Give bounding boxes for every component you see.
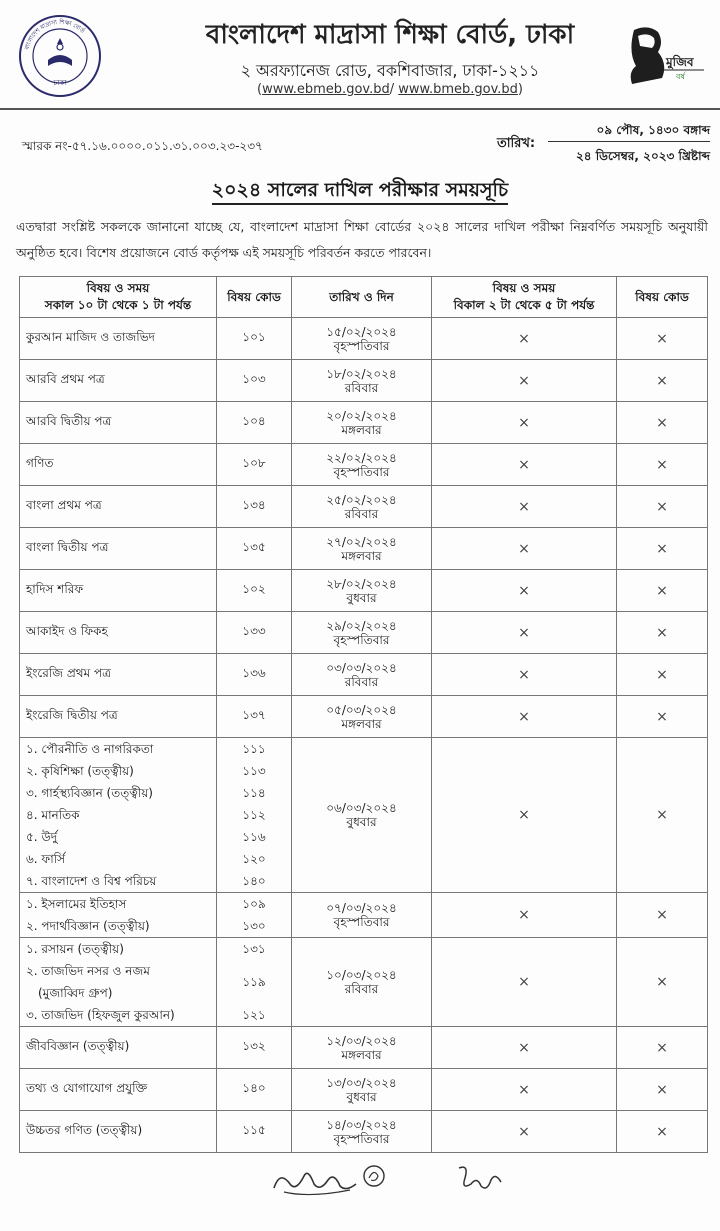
exam-date: ১২/০৩/২০২৪ bbox=[326, 1033, 397, 1048]
afternoon-code-cell: × bbox=[617, 893, 708, 938]
afternoon-subject-cell: × bbox=[432, 318, 617, 360]
afternoon-subject-cell: × bbox=[432, 486, 617, 528]
afternoon-code-cell: × bbox=[617, 360, 708, 402]
code-cell: ১০৮ bbox=[217, 444, 292, 486]
code-cell: ১৩৬ bbox=[217, 654, 292, 696]
afternoon-subject-cell: × bbox=[432, 612, 617, 654]
group-subject: ২. পদার্থবিজ্ঞান (তত্ত্বীয়) bbox=[26, 919, 150, 933]
afternoon-code-cell: × bbox=[617, 612, 708, 654]
afternoon-subject-cell: × bbox=[432, 1111, 617, 1153]
header-code: বিষয় কোড bbox=[217, 277, 292, 318]
exam-day: রবিবার bbox=[344, 674, 379, 689]
table-header-row bbox=[20, 277, 708, 318]
board-address: ২ অরফ্যানেজ রোড, বকশিবাজার, ঢাকা-১২১১ bbox=[240, 61, 540, 80]
group-subject: ৩. গার্হস্থ্যবিজ্ঞান (তত্ত্বীয়) bbox=[26, 786, 153, 800]
subject-cell: তথ্য ও যোগাযোগ প্রযুক্তি bbox=[20, 1069, 217, 1111]
exam-date: ১৩/০৩/২০২৪ bbox=[326, 1075, 397, 1090]
exam-day: মঙ্গলবার bbox=[341, 548, 382, 563]
header-afternoon-title: বিষয় ও সময় bbox=[492, 281, 556, 295]
group-subject: ৩. তাজভিদ (হিফজুল কুরআন) bbox=[26, 1008, 175, 1022]
board-websites: (www.ebmeb.gov.bd/ www.bmeb.gov.bd) bbox=[256, 82, 523, 97]
exam-day: বৃহস্পতিবার bbox=[333, 632, 390, 647]
signature-initial-2 bbox=[360, 1162, 388, 1190]
group-subject: ২. কৃষিশিক্ষা (তত্ত্বীয়) bbox=[26, 764, 134, 778]
exam-day: বৃহস্পতিবার bbox=[333, 338, 390, 353]
board-name: বাংলাদেশ মাদ্রাসা শিক্ষা বোর্ড, ঢাকা bbox=[205, 20, 575, 50]
exam-date: ১০/০৩/২০২৪ bbox=[326, 968, 397, 982]
header-date: তারিখ ও দিন bbox=[292, 277, 432, 318]
table-row bbox=[20, 1111, 708, 1153]
date-cell bbox=[292, 1111, 432, 1153]
subject-cell: কুরআন মাজিদ ও তাজভিদ bbox=[20, 318, 217, 360]
subject-group-cell bbox=[20, 893, 217, 938]
group-subject: ৬. ফার্সি bbox=[26, 852, 66, 866]
date-cell bbox=[292, 654, 432, 696]
exam-day: বুধবার bbox=[346, 590, 377, 605]
date-cell bbox=[292, 402, 432, 444]
date-cell bbox=[292, 486, 432, 528]
exam-day: রবিবার bbox=[344, 380, 379, 395]
afternoon-code-cell: × bbox=[617, 570, 708, 612]
code-cell: ১০১ bbox=[217, 318, 292, 360]
date-cell bbox=[292, 1069, 432, 1111]
code-group-cell bbox=[217, 738, 292, 893]
signature-3 bbox=[455, 1162, 505, 1196]
group-code: ১১১ bbox=[242, 742, 266, 756]
exam-date: ০৫/০৩/২০২৪ bbox=[326, 702, 397, 717]
table-row bbox=[20, 570, 708, 612]
subject-cell: জীববিজ্ঞান (তত্ত্বীয়) bbox=[20, 1027, 217, 1069]
logo-subtext: বর্ষ bbox=[676, 72, 685, 81]
seal-city: ঢাকা bbox=[53, 79, 67, 87]
exam-day: মঙ্গলবার bbox=[341, 422, 382, 437]
group-code: ১১২ bbox=[242, 808, 266, 822]
afternoon-code-cell: × bbox=[617, 1111, 708, 1153]
group-code: ১১৯ bbox=[242, 975, 266, 989]
afternoon-code-cell: × bbox=[617, 402, 708, 444]
table-row bbox=[20, 444, 708, 486]
date-cell bbox=[292, 570, 432, 612]
exam-date: ০৬/০৩/২০২৪ bbox=[326, 801, 397, 815]
group-subject: ২. তাজভিদ নসর ও নজম bbox=[26, 964, 150, 978]
website-link-1[interactable]: www.ebmeb.gov.bd bbox=[262, 82, 390, 97]
group-subject: ৪. মানতিক bbox=[26, 808, 80, 822]
group-subject: (মুজাব্বিদ গ্রুপ) bbox=[38, 986, 113, 1000]
exam-date: ২০/০২/২০২৪ bbox=[326, 408, 397, 423]
group-subject: ১. পৌরনীতি ও নাগরিকতা bbox=[26, 742, 154, 756]
exam-day: বৃহস্পতিবার bbox=[333, 915, 390, 929]
subject-group-cell bbox=[20, 938, 217, 1027]
table-row bbox=[20, 402, 708, 444]
date-cell bbox=[292, 738, 432, 893]
code-cell: ১৩৩ bbox=[217, 612, 292, 654]
header-subject-title: বিষয় ও সময় bbox=[86, 281, 150, 295]
group-subject: ১. রসায়ন (তত্ত্বীয়) bbox=[26, 942, 124, 956]
exam-day: মঙ্গলবার bbox=[341, 1047, 382, 1062]
subject-cell: ইংরেজি প্রথম পত্র bbox=[20, 654, 217, 696]
exam-date: ২৮/০২/২০২৪ bbox=[326, 576, 397, 591]
exam-date: ১৪/০৩/২০২৪ bbox=[326, 1117, 397, 1132]
afternoon-code-cell: × bbox=[617, 444, 708, 486]
table-row bbox=[20, 528, 708, 570]
exam-day: রবিবার bbox=[344, 506, 379, 521]
group-code: ১১৬ bbox=[242, 830, 266, 844]
table-row-group bbox=[20, 893, 708, 938]
afternoon-code-cell: × bbox=[617, 528, 708, 570]
code-cell: ১৩২ bbox=[217, 1027, 292, 1069]
table-body bbox=[20, 318, 708, 1153]
exam-schedule-table bbox=[19, 276, 708, 1153]
afternoon-subject-cell: × bbox=[432, 402, 617, 444]
date-english: ২৪ ডিসেম্বর, ২০২৩ খ্রিষ্টাব্দ bbox=[575, 149, 710, 163]
subject-cell: বাংলা দ্বিতীয় পত্র bbox=[20, 528, 217, 570]
date-cell bbox=[292, 893, 432, 938]
afternoon-subject-cell: × bbox=[432, 444, 617, 486]
code-cell: ১১৫ bbox=[217, 1111, 292, 1153]
code-cell: ১৪০ bbox=[217, 1069, 292, 1111]
subject-cell: ইংরেজি দ্বিতীয় পত্র bbox=[20, 696, 217, 738]
afternoon-subject-cell: × bbox=[432, 1069, 617, 1111]
group-code: ১১৩ bbox=[242, 764, 266, 778]
exam-day: মঙ্গলবার bbox=[341, 716, 382, 731]
subject-group-cell bbox=[20, 738, 217, 893]
logo-text: মুজিব bbox=[666, 55, 694, 69]
exam-date: ২৭/০২/২০২৪ bbox=[326, 534, 397, 549]
afternoon-subject-cell: × bbox=[432, 893, 617, 938]
header-morning-time: সকাল ১০ টা থেকে ১ টা পর্যন্ত bbox=[44, 298, 192, 312]
subject-cell: বাংলা প্রথম পত্র bbox=[20, 486, 217, 528]
group-code: ১২০ bbox=[242, 852, 266, 866]
header-subject-morning bbox=[20, 277, 217, 318]
exam-date: ১৫/০২/২০২৪ bbox=[326, 324, 397, 339]
subject-cell: গণিত bbox=[20, 444, 217, 486]
website-link-2[interactable]: www.bmeb.gov.bd bbox=[398, 82, 518, 97]
code-cell: ১৩৭ bbox=[217, 696, 292, 738]
signature-1 bbox=[270, 1162, 360, 1202]
afternoon-code-cell: × bbox=[617, 654, 708, 696]
afternoon-code-cell: × bbox=[617, 738, 708, 893]
afternoon-code-cell: × bbox=[617, 486, 708, 528]
afternoon-subject-cell: × bbox=[432, 938, 617, 1027]
date-cell bbox=[292, 318, 432, 360]
afternoon-subject-cell: × bbox=[432, 1027, 617, 1069]
afternoon-subject-cell: × bbox=[432, 738, 617, 893]
exam-day: বুধবার bbox=[346, 1089, 377, 1104]
table-row bbox=[20, 696, 708, 738]
exam-day: রবিবার bbox=[344, 982, 379, 996]
afternoon-subject-cell: × bbox=[432, 654, 617, 696]
afternoon-code-cell: × bbox=[617, 318, 708, 360]
date-cell bbox=[292, 528, 432, 570]
seal-text: বাংলাদেশ মাদ্রাসা শিক্ষা বোর্ড bbox=[23, 18, 86, 51]
group-subject: ৫. উর্দু bbox=[26, 830, 58, 844]
exam-date: ০৭/০৩/২০২৪ bbox=[326, 901, 397, 915]
group-code: ১৪০ bbox=[242, 874, 266, 888]
exam-date: ১৮/০২/২০২৪ bbox=[326, 366, 397, 381]
date-cell bbox=[292, 360, 432, 402]
code-cell: ১৩৪ bbox=[217, 486, 292, 528]
table-row bbox=[20, 486, 708, 528]
intro-paragraph: এতদ্বারা সংশ্লিষ্ট সকলকে জানানো যাচ্ছে যে, বাংলাদেশ মাদ্রাসা শিক্ষা বোর্ডের ২০২৪ সালের দাখিল পরীক্ষা নিম্নবর্ণিত সময়সূচি অনুযায়ী অনুষ্ঠিত হবে। বিশেষ প্রয়োজনে বোর্ড কর্তৃপক্ষ এই সময়সূচি পরিবর্তন করতে পারবেন। bbox=[16, 219, 708, 260]
date-label: তারিখ: bbox=[497, 136, 536, 151]
exam-date: ২২/০২/২০২৪ bbox=[326, 450, 397, 465]
subject-cell: উচ্চতর গণিত (তত্ত্বীয়) bbox=[20, 1111, 217, 1153]
date-cell bbox=[292, 938, 432, 1027]
header-divider bbox=[0, 108, 720, 110]
code-group-cell bbox=[217, 893, 292, 938]
afternoon-subject-cell: × bbox=[432, 360, 617, 402]
memo-number: স্মারক নং-৫৭.১৬.০০০০.০১১.৩১.০০৩.২৩-২৩৭ bbox=[22, 139, 263, 153]
subject-cell: আকাইদ ও ফিকহ bbox=[20, 612, 217, 654]
exam-date: ০৩/০৩/২০২৪ bbox=[326, 660, 397, 675]
table-row bbox=[20, 1027, 708, 1069]
subject-cell: আরবি প্রথম পত্র bbox=[20, 360, 217, 402]
table-row bbox=[20, 318, 708, 360]
group-code: ১২১ bbox=[242, 1008, 266, 1022]
table-row-group bbox=[20, 738, 708, 893]
code-cell: ১০২ bbox=[217, 570, 292, 612]
exam-date: ২৫/০২/২০২৪ bbox=[326, 492, 397, 507]
afternoon-subject-cell: × bbox=[432, 696, 617, 738]
table-row bbox=[20, 654, 708, 696]
date-cell bbox=[292, 444, 432, 486]
code-group-cell bbox=[217, 938, 292, 1027]
table-row bbox=[20, 1069, 708, 1111]
code-cell: ১৩৫ bbox=[217, 528, 292, 570]
group-code: ১০৯ bbox=[242, 897, 266, 911]
afternoon-subject-cell: × bbox=[432, 528, 617, 570]
date-cell bbox=[292, 696, 432, 738]
header-code-2: বিষয় কোড bbox=[617, 277, 708, 318]
board-seal-logo bbox=[18, 14, 102, 98]
exam-day: বৃহস্পতিবার bbox=[333, 1131, 390, 1146]
document-title-text: ২০২৪ সালের দাখিল পরীক্ষার সময়সূচি bbox=[212, 179, 508, 205]
afternoon-code-cell: × bbox=[617, 1027, 708, 1069]
afternoon-subject-cell: × bbox=[432, 570, 617, 612]
group-code: ১১৪ bbox=[242, 786, 266, 800]
code-cell: ১০৩ bbox=[217, 360, 292, 402]
afternoon-code-cell: × bbox=[617, 696, 708, 738]
exam-day: বৃহস্পতিবার bbox=[333, 464, 390, 479]
table-row bbox=[20, 612, 708, 654]
table-row-group bbox=[20, 938, 708, 1027]
header-afternoon-time: বিকাল ২ টা থেকে ৫ টা পর্যন্ত bbox=[453, 298, 595, 312]
document-title bbox=[0, 176, 720, 208]
group-subject: ৭. বাংলাদেশ ও বিশ্ব পরিচয় bbox=[26, 874, 157, 888]
date-bangla: ০৯ পৌষ, ১৪৩০ বঙ্গাব্দ bbox=[596, 123, 710, 137]
afternoon-code-cell: × bbox=[617, 938, 708, 1027]
exam-day: বুধবার bbox=[346, 815, 377, 829]
table-row bbox=[20, 360, 708, 402]
code-cell: ১০৪ bbox=[217, 402, 292, 444]
afternoon-code-cell: × bbox=[617, 1069, 708, 1111]
subject-cell: আরবি দ্বিতীয় পত্র bbox=[20, 402, 217, 444]
date-cell bbox=[292, 1027, 432, 1069]
exam-date: ২৯/০২/২০২৪ bbox=[326, 618, 397, 633]
header-subject-afternoon bbox=[432, 277, 617, 318]
group-subject: ১. ইসলামের ইতিহাস bbox=[26, 897, 127, 911]
date-divider bbox=[548, 141, 710, 142]
date-cell bbox=[292, 612, 432, 654]
mujib-borsho-logo bbox=[624, 22, 710, 94]
group-code: ১৩০ bbox=[242, 919, 266, 933]
subject-cell: হাদিস শরিফ bbox=[20, 570, 217, 612]
group-code: ১৩১ bbox=[242, 942, 266, 956]
